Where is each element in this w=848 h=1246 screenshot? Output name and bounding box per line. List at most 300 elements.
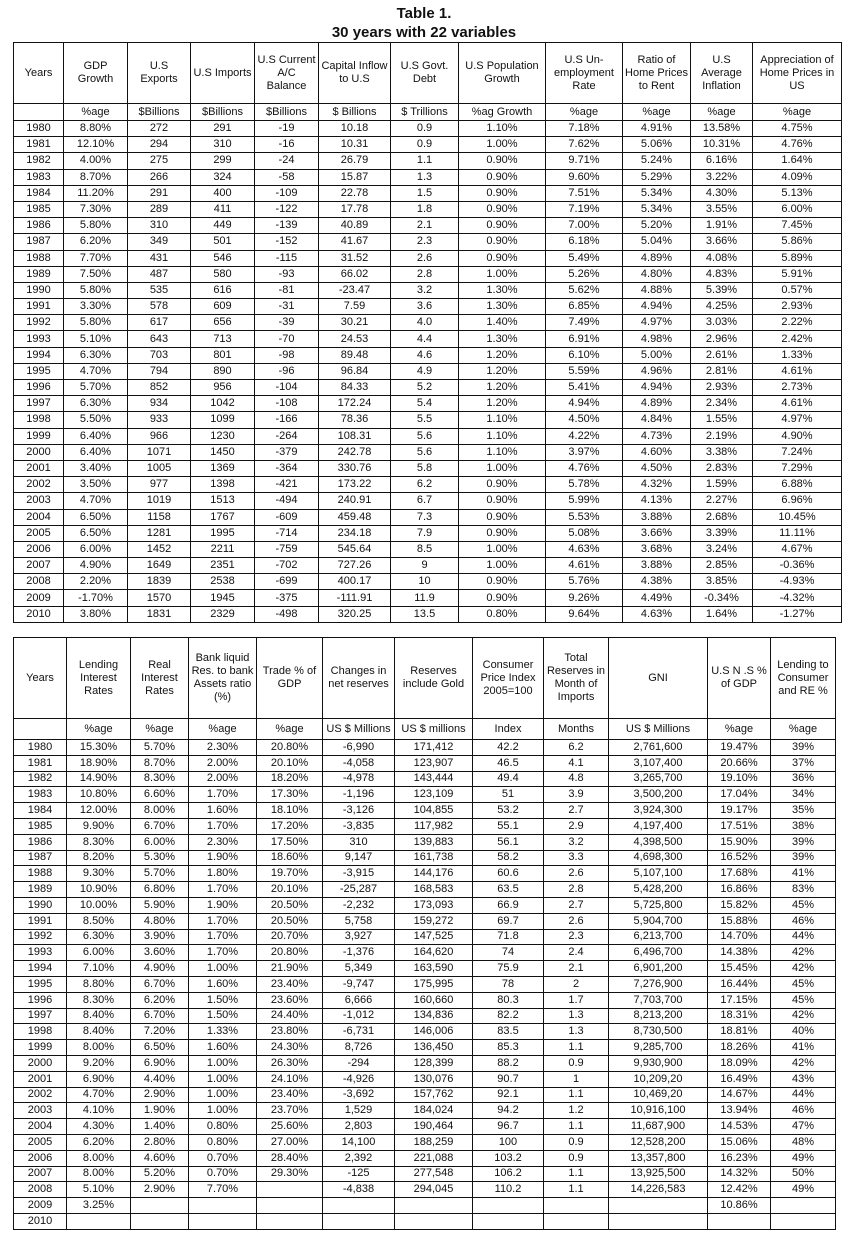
data-cell: 6.90% <box>67 1071 131 1087</box>
data-cell: 2.90% <box>131 1182 189 1198</box>
table-row <box>14 493 842 509</box>
data-cell: 84.33 <box>319 380 391 396</box>
data-cell: 15.30% <box>67 740 131 756</box>
data-cell: 7.19% <box>546 201 623 217</box>
data-cell: 1.70% <box>189 818 257 834</box>
table-row <box>14 266 842 282</box>
year-cell: 1982 <box>14 153 64 169</box>
data-cell: 0.90% <box>459 234 546 250</box>
data-cell: 172.24 <box>319 396 391 412</box>
year-cell: 1981 <box>14 755 67 771</box>
data-cell: 6.2 <box>544 740 609 756</box>
data-cell: 4.83% <box>691 266 753 282</box>
year-cell: 1990 <box>14 282 64 298</box>
data-cell: 0.90% <box>459 201 546 217</box>
data-cell: 8.30% <box>131 771 189 787</box>
data-cell: 184,024 <box>395 1103 473 1119</box>
data-cell: 8.5 <box>391 541 459 557</box>
data-cell: 35% <box>771 803 836 819</box>
unit-cell-u-s-average-inflation: %age <box>691 104 753 121</box>
data-cell: 1.33% <box>753 347 842 363</box>
table-row <box>14 331 842 347</box>
data-cell: 580 <box>191 266 255 282</box>
data-cell: 643 <box>128 331 191 347</box>
data-cell: 933 <box>128 412 191 428</box>
data-cell: 88.2 <box>473 1055 544 1071</box>
data-cell: 1.70% <box>189 882 257 898</box>
table-row <box>14 574 842 590</box>
data-cell: 609 <box>191 299 255 315</box>
table-row <box>14 380 842 396</box>
data-cell: 2,803 <box>323 1119 395 1135</box>
data-cell: 1.1 <box>544 1119 609 1135</box>
data-cell: -125 <box>323 1166 395 1182</box>
data-cell: 139,883 <box>395 834 473 850</box>
data-cell: -4,058 <box>323 755 395 771</box>
data-cell: 0.70% <box>189 1166 257 1182</box>
table-row <box>14 818 836 834</box>
data-cell: 75.9 <box>473 961 544 977</box>
header-row <box>14 43 842 104</box>
data-cell: 89.48 <box>319 347 391 363</box>
data-cell: 49% <box>771 1150 836 1166</box>
table-row <box>14 218 842 234</box>
data-cell: 41% <box>771 866 836 882</box>
data-cell: -4,978 <box>323 771 395 787</box>
data-cell: 78 <box>473 976 544 992</box>
data-cell: 1.30% <box>459 331 546 347</box>
data-cell: 8.00% <box>67 1040 131 1056</box>
data-cell: 15.82% <box>708 897 771 913</box>
data-cell: 2.19% <box>691 428 753 444</box>
unit-cell-reserves-include-gold: US $ millions <box>395 719 473 740</box>
data-cell: 4.09% <box>753 169 842 185</box>
data-cell: 5.34% <box>623 185 691 201</box>
column-header-years: Years <box>14 638 67 719</box>
data-cell: 6.60% <box>131 787 189 803</box>
data-cell: 4.9 <box>391 363 459 379</box>
data-cell: 6.90% <box>131 1055 189 1071</box>
data-cell: -609 <box>255 509 319 525</box>
data-cell: -1.27% <box>753 606 842 622</box>
data-cell: 0.80% <box>189 1134 257 1150</box>
data-cell: 7.50% <box>64 266 128 282</box>
year-cell: 1996 <box>14 992 67 1008</box>
data-cell: 8.70% <box>64 169 128 185</box>
data-cell: 4.80% <box>623 266 691 282</box>
data-cell: 4.90% <box>753 428 842 444</box>
data-cell: 3.85% <box>691 574 753 590</box>
table-row <box>14 428 842 444</box>
data-cell: 2.73% <box>753 380 842 396</box>
year-cell: 2009 <box>14 1198 67 1214</box>
data-cell: 4.00% <box>64 153 128 169</box>
table-row <box>14 1198 836 1214</box>
data-cell: 66.9 <box>473 897 544 913</box>
data-cell: 4.94% <box>623 299 691 315</box>
data-cell: 104,855 <box>395 803 473 819</box>
data-cell: -9,747 <box>323 976 395 992</box>
data-cell: 411 <box>191 201 255 217</box>
data-cell: 977 <box>128 477 191 493</box>
data-cell: -111.91 <box>319 590 391 606</box>
data-cell: 5.80% <box>64 282 128 298</box>
data-cell: 8.40% <box>67 1024 131 1040</box>
table-row <box>14 201 842 217</box>
data-cell: 60.6 <box>473 866 544 882</box>
year-cell: 2008 <box>14 1182 67 1198</box>
data-cell: 46.5 <box>473 755 544 771</box>
data-cell: 1.33% <box>189 1024 257 1040</box>
year-cell: 1992 <box>14 929 67 945</box>
table-row <box>14 992 836 1008</box>
data-cell: 23.70% <box>257 1103 323 1119</box>
year-cell: 1991 <box>14 913 67 929</box>
data-cell: 1158 <box>128 509 191 525</box>
data-cell: 5.24% <box>623 153 691 169</box>
data-cell: 42.2 <box>473 740 544 756</box>
data-cell: 12,528,200 <box>609 1134 708 1150</box>
unit-cell-lending-to-consumer-and-re: %age <box>771 719 836 740</box>
data-cell: 4.49% <box>623 590 691 606</box>
unit-cell-gdp-growth: %age <box>64 104 128 121</box>
data-cell: 4.97% <box>753 412 842 428</box>
table-row <box>14 1213 836 1229</box>
data-cell: 8,726 <box>323 1040 395 1056</box>
data-cell: -364 <box>255 460 319 476</box>
data-cell: 144,176 <box>395 866 473 882</box>
data-cell: 123,109 <box>395 787 473 803</box>
unit-cell-u-s-current-a-c-balance: $Billions <box>255 104 319 121</box>
data-cell: 4.76% <box>753 137 842 153</box>
data-cell: 6.00% <box>67 945 131 961</box>
data-cell: 1945 <box>191 590 255 606</box>
data-cell: 69.7 <box>473 913 544 929</box>
data-cell: 16.23% <box>708 1150 771 1166</box>
data-cell: 2.30% <box>189 740 257 756</box>
data-cell: 22.78 <box>319 185 391 201</box>
unit-cell-bank-liquid-res-to-bank-assets-ratio: %age <box>189 719 257 740</box>
data-cell: 5.8 <box>391 460 459 476</box>
table-row <box>14 740 836 756</box>
data-cell: 4.0 <box>391 315 459 331</box>
data-cell: 58.2 <box>473 850 544 866</box>
data-cell: -19 <box>255 121 319 137</box>
data-cell: 96.7 <box>473 1119 544 1135</box>
data-cell: 6.50% <box>64 525 128 541</box>
data-cell: -498 <box>255 606 319 622</box>
data-cell: 163,590 <box>395 961 473 977</box>
data-cell: 16.52% <box>708 850 771 866</box>
data-cell: 1.00% <box>459 558 546 574</box>
data-cell: 173,093 <box>395 897 473 913</box>
data-cell: 10.86% <box>708 1198 771 1214</box>
data-cell: 794 <box>128 363 191 379</box>
data-cell: 3.39% <box>691 525 753 541</box>
data-cell: 5.50% <box>64 412 128 428</box>
data-cell: 277,548 <box>395 1166 473 1182</box>
unit-cell-capital-inflow-to-u-s: $ Billions <box>319 104 391 121</box>
data-cell: 3.66% <box>691 234 753 250</box>
table-row <box>14 929 836 945</box>
data-cell: 3.66% <box>623 525 691 541</box>
data-cell: 4.61% <box>753 396 842 412</box>
data-cell <box>257 1198 323 1214</box>
data-cell: -81 <box>255 282 319 298</box>
data-cell: -379 <box>255 444 319 460</box>
data-cell: -1.70% <box>64 590 128 606</box>
data-cell: 431 <box>128 250 191 266</box>
data-cell <box>323 1213 395 1229</box>
data-cell: 5.10% <box>64 331 128 347</box>
data-cell: 5.99% <box>546 493 623 509</box>
data-cell: -4,838 <box>323 1182 395 1198</box>
data-cell: -109 <box>255 185 319 201</box>
data-cell: 1.55% <box>691 412 753 428</box>
table-row <box>14 299 842 315</box>
data-cell: 4.97% <box>623 315 691 331</box>
data-cell: 5.53% <box>546 509 623 525</box>
table-row <box>14 803 836 819</box>
data-cell: 94.2 <box>473 1103 544 1119</box>
data-cell: 1.20% <box>459 347 546 363</box>
data-cell: -3,126 <box>323 803 395 819</box>
data-cell: 173.22 <box>319 477 391 493</box>
data-cell: 0.90% <box>459 493 546 509</box>
data-cell: 10,209,20 <box>609 1071 708 1087</box>
data-cell: 3.55% <box>691 201 753 217</box>
data-cell: 36% <box>771 771 836 787</box>
data-cell: 1.5 <box>391 185 459 201</box>
year-cell: 2009 <box>14 590 64 606</box>
data-cell: 1.70% <box>189 929 257 945</box>
data-cell: 616 <box>191 282 255 298</box>
table-row <box>14 1150 836 1166</box>
economic-variables-table-2 <box>13 637 836 1230</box>
year-cell: 1986 <box>14 218 64 234</box>
data-cell: 24.53 <box>319 331 391 347</box>
data-cell: 4.75% <box>753 121 842 137</box>
data-cell: 2.00% <box>189 771 257 787</box>
data-cell: 14.53% <box>708 1119 771 1135</box>
data-cell: 4.25% <box>691 299 753 315</box>
data-cell: 4.61% <box>546 558 623 574</box>
data-cell: 727.26 <box>319 558 391 574</box>
data-cell: 1.00% <box>189 1087 257 1103</box>
year-cell: 1993 <box>14 945 67 961</box>
data-cell: 324 <box>191 169 255 185</box>
data-cell: 3.90% <box>131 929 189 945</box>
data-cell: 6.70% <box>131 976 189 992</box>
unit-cell-gni: US $ Millions <box>609 719 708 740</box>
data-cell: 0.90% <box>459 169 546 185</box>
data-cell: 20.10% <box>257 882 323 898</box>
data-cell: 1.1 <box>544 1087 609 1103</box>
data-cell: 266 <box>128 169 191 185</box>
data-cell: 7.62% <box>546 137 623 153</box>
data-cell: 90.7 <box>473 1071 544 1087</box>
data-cell: 4.8 <box>544 771 609 787</box>
data-cell: 18.09% <box>708 1055 771 1071</box>
year-cell: 2006 <box>14 541 64 557</box>
data-cell: -122 <box>255 201 319 217</box>
data-cell: 34% <box>771 787 836 803</box>
data-cell: 449 <box>191 218 255 234</box>
data-cell: 5.70% <box>131 866 189 882</box>
year-cell: 1998 <box>14 412 64 428</box>
data-cell: -264 <box>255 428 319 444</box>
table-row <box>14 787 836 803</box>
data-cell: 5.4 <box>391 396 459 412</box>
year-cell: 1996 <box>14 380 64 396</box>
data-cell: 40.89 <box>319 218 391 234</box>
data-cell: 5.70% <box>131 740 189 756</box>
data-cell: 26.79 <box>319 153 391 169</box>
data-cell: 24.10% <box>257 1071 323 1087</box>
data-cell: 9.64% <box>546 606 623 622</box>
data-cell: 4.6 <box>391 347 459 363</box>
data-cell: 2.1 <box>391 218 459 234</box>
data-cell: 2.1 <box>544 961 609 977</box>
data-cell: 6.00% <box>64 541 128 557</box>
year-cell: 2004 <box>14 509 64 525</box>
data-cell: 4.30% <box>67 1119 131 1135</box>
data-cell: 20.80% <box>257 740 323 756</box>
data-cell: 2.81% <box>691 363 753 379</box>
table-row <box>14 282 842 298</box>
data-cell: 11.20% <box>64 185 128 201</box>
table-row <box>14 850 836 866</box>
data-cell: -6,731 <box>323 1024 395 1040</box>
data-cell: 7.00% <box>546 218 623 234</box>
data-cell: 1.50% <box>189 1008 257 1024</box>
data-cell: 10.80% <box>67 787 131 803</box>
data-cell: 4.94% <box>546 396 623 412</box>
data-cell: 45% <box>771 976 836 992</box>
data-cell: 6.88% <box>753 477 842 493</box>
data-cell: 3,924,300 <box>609 803 708 819</box>
data-cell: 6.70% <box>131 1008 189 1024</box>
data-cell: 55.1 <box>473 818 544 834</box>
column-header-real-interest-rates: Real Interest Rates <box>131 638 189 719</box>
data-cell: 15.45% <box>708 961 771 977</box>
table-row <box>14 897 836 913</box>
data-cell <box>473 1198 544 1214</box>
data-cell: 6.20% <box>131 992 189 1008</box>
data-cell: 4.63% <box>546 541 623 557</box>
table-row <box>14 347 842 363</box>
data-cell: 8.00% <box>131 803 189 819</box>
data-cell: 330.76 <box>319 460 391 476</box>
data-cell: 10,916,100 <box>609 1103 708 1119</box>
data-cell: 27.00% <box>257 1134 323 1150</box>
data-cell: 18.26% <box>708 1040 771 1056</box>
data-cell: 1.00% <box>189 1055 257 1071</box>
table-row <box>14 234 842 250</box>
data-cell: 8.30% <box>67 992 131 1008</box>
data-cell: 934 <box>128 396 191 412</box>
year-cell: 2000 <box>14 444 64 460</box>
data-cell: 1.10% <box>459 121 546 137</box>
table-row <box>14 945 836 961</box>
data-cell: 0.90% <box>459 153 546 169</box>
data-cell: 2.93% <box>691 380 753 396</box>
table-row <box>14 1119 836 1135</box>
year-cell: 2002 <box>14 1087 67 1103</box>
data-cell: 5.2 <box>391 380 459 396</box>
table-row <box>14 509 842 525</box>
data-cell: 1099 <box>191 412 255 428</box>
data-cell: 459.48 <box>319 509 391 525</box>
data-cell: 17.20% <box>257 818 323 834</box>
year-cell: 2007 <box>14 558 64 574</box>
data-cell: 0.90% <box>459 525 546 541</box>
data-cell: 11,687,900 <box>609 1119 708 1135</box>
data-cell: 14.67% <box>708 1087 771 1103</box>
data-cell: 157,762 <box>395 1087 473 1103</box>
data-cell: 6.96% <box>753 493 842 509</box>
data-cell: 8,730,500 <box>609 1024 708 1040</box>
data-cell: 1005 <box>128 460 191 476</box>
year-cell: 1984 <box>14 185 64 201</box>
data-cell: 2.7 <box>544 803 609 819</box>
data-cell: 50% <box>771 1166 836 1182</box>
data-cell: 1.20% <box>459 363 546 379</box>
data-cell: 617 <box>128 315 191 331</box>
data-cell: 1.8 <box>391 201 459 217</box>
data-cell: 5.90% <box>131 897 189 913</box>
data-cell: 9.26% <box>546 590 623 606</box>
year-cell: 2001 <box>14 460 64 476</box>
year-cell: 1993 <box>14 331 64 347</box>
data-cell: 6.91% <box>546 331 623 347</box>
year-cell: 1998 <box>14 1024 67 1040</box>
year-cell: 1997 <box>14 1008 67 1024</box>
column-header-u-s-govt-debt: U.S Govt. Debt <box>391 43 459 104</box>
column-header-u-s-un-employment-rate: U.S Un-employment Rate <box>546 43 623 104</box>
data-cell: 703 <box>128 347 191 363</box>
data-cell: 5,758 <box>323 913 395 929</box>
data-cell: 4.84% <box>623 412 691 428</box>
data-cell: 5.13% <box>753 185 842 201</box>
data-cell: 6.7 <box>391 493 459 509</box>
data-cell: 852 <box>128 380 191 396</box>
data-cell: 5.5 <box>391 412 459 428</box>
year-cell: 2003 <box>14 493 64 509</box>
data-cell: 0.90% <box>459 218 546 234</box>
data-cell: 1.70% <box>189 913 257 929</box>
data-cell: 2.4 <box>544 945 609 961</box>
data-cell: 14,100 <box>323 1134 395 1150</box>
data-cell: 19.10% <box>708 771 771 787</box>
year-cell: 1985 <box>14 818 67 834</box>
year-cell: 1987 <box>14 850 67 866</box>
data-cell: -0.36% <box>753 558 842 574</box>
data-cell: 5.62% <box>546 282 623 298</box>
data-cell: 656 <box>191 315 255 331</box>
data-cell: -152 <box>255 234 319 250</box>
data-cell: 25.60% <box>257 1119 323 1135</box>
year-cell: 1986 <box>14 834 67 850</box>
data-cell: 0.57% <box>753 282 842 298</box>
data-cell: 2.85% <box>691 558 753 574</box>
data-cell: 4.91% <box>623 121 691 137</box>
data-cell: 10 <box>391 574 459 590</box>
data-cell: 1.3 <box>391 169 459 185</box>
data-cell: 51 <box>473 787 544 803</box>
data-cell: 0.80% <box>459 606 546 622</box>
year-cell: 1999 <box>14 428 64 444</box>
